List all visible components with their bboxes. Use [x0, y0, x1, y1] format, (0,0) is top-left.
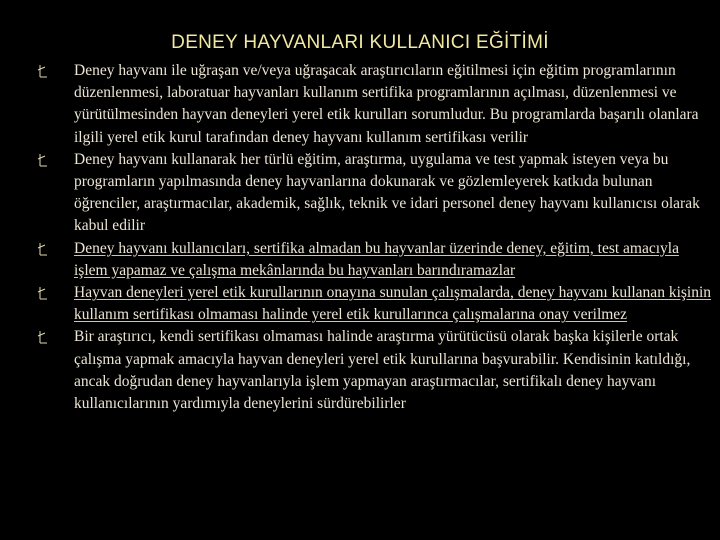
- bullet-text: Deney hayvanı kullanarak her türlü eğitim, araştırma, uygulama ve test yapmak isteyen veya bu programların yapılmasında deney hayvanlarına dokunarak ve gözlemleyerek katkıda bulunan öğrenciler, araştırmacılar, akademik, sağlık, teknik ve idari personel deney hayvanı kullanıcısı olarak kabul edilir: [74, 150, 700, 235]
- slide-title: DENEY HAYVANLARI KULLANICI EĞİTİMİ: [171, 32, 549, 53]
- crossed-bullet-icon: [36, 64, 50, 78]
- bullet-item-2: [36, 149, 716, 238]
- crossed-bullet-icon: [36, 242, 50, 256]
- bullet-item-1: [36, 60, 716, 149]
- crossed-bullet-icon: [36, 330, 50, 344]
- bullet-item-3: [36, 238, 716, 282]
- bullet-text: Deney hayvanı ile uğraşan ve/veya uğraşacak araştırıcıların eğitilmesi için eğitim programlarının düzenlenmesi, laboratuar hayvanları kullanım sertifika programlarının açılması, düzenlenmesi ve yürütülmesinden hayvan deneyleri yerel etik kurulları sorumludur. Bu programlarda başarılı olanlara ilgili yerel etik kurul tarafından deney hayvanı kullanım sertifikası verilir: [74, 62, 699, 146]
- bullet-text-underlined: Deney hayvanı kullanıcıları, sertifika almadan bu hayvanlar üzerinde deney, eğitim, test amacıyla işlem yapamaz ve çalışma mekânlarında bu hayvanları barındıramazlar: [74, 239, 679, 279]
- crossed-bullet-icon: [36, 286, 50, 300]
- bullet-list: [36, 60, 716, 415]
- crossed-bullet-icon: [36, 153, 50, 167]
- bullet-item-4: [36, 282, 716, 326]
- bullet-text-underlined: Hayvan deneyleri yerel etik kurullarının onayına sunulan çalışmalarda, deney hayvanı kullanan kişinin kullanım sertifikası olmaması halinde yerel etik kurullarınca çalışmalarına onay verilmez: [74, 284, 712, 324]
- bullet-item-5: [36, 326, 716, 415]
- bullet-text: Bir araştırıcı, kendi sertifikası olmaması halinde araştırma yürütücüsü olarak başka kişilerle ortak çalışma yapmak amacıyla hayvan deneyleri yerel etik kurullarına başvurabilir. Kendisinin katıldığı, ancak doğrudan deney hayvanlarıyla işlem yapmayan araştırmacılar, sertifikalı deney hayvanı kullanıcılarının yardımıyla deneylerini sürdürebilirler: [74, 328, 691, 413]
